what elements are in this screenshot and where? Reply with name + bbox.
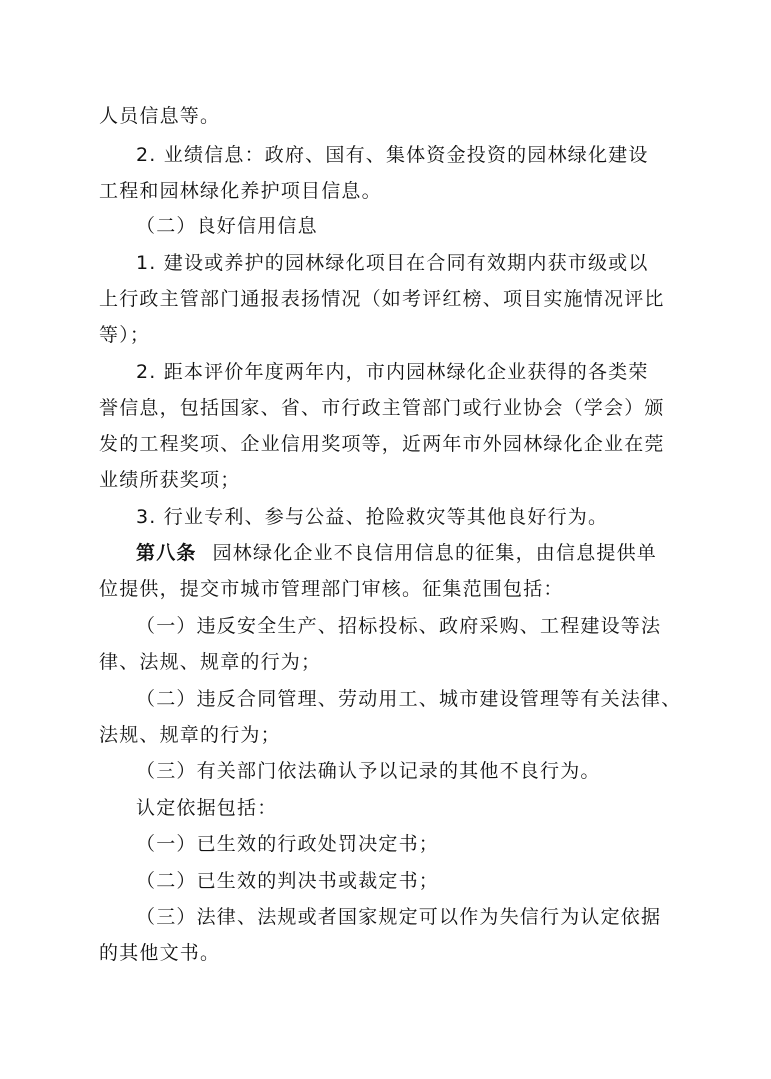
text-line: 人员信息等。: [99, 105, 221, 127]
text-line: 1. 建设或养护的园林绿化项目在合同有效期内获市级或以: [136, 252, 649, 274]
text-line: （二）已生效的判决书或裁定书；: [136, 870, 440, 892]
text-line: 工程和园林绿化养护项目信息。: [99, 180, 382, 202]
text-line: （二）违反合同管理、劳动用工、城市建设管理等有关法律、: [136, 688, 682, 710]
text-line: （三）有关部门依法确认予以记录的其他不良行为。: [136, 760, 601, 782]
article-line: [136, 541, 657, 565]
text-line: 上行政主管部门通报表扬情况（如考评红榜、项目实施情况评比: [99, 288, 665, 310]
text-line: （一）违反安全生产、招标投标、政府采购、工程建设等法: [136, 615, 662, 637]
text-line: 业绩所获奖项；: [99, 469, 241, 491]
article-text: 园林绿化企业不良信用信息的征集，由信息提供单: [212, 542, 658, 564]
text-line: 认定依据包括：: [136, 797, 278, 819]
text-line: 位提供，提交市城市管理部门审核。征集范围包括：: [99, 578, 564, 600]
section-heading: （二）良好信用信息: [136, 215, 318, 237]
text-line: （三）法律、法规或者国家规定可以作为失信行为认定依据: [136, 906, 662, 928]
text-line: 3. 行业专利、参与公益、抢险救灾等其他良好行为。: [136, 506, 609, 528]
article-label: 第八条: [136, 542, 197, 564]
text-line: （一）已生效的行政处罚决定书；: [136, 833, 440, 855]
text-line: 2. 距本评价年度两年内，市内园林绿化企业获得的各类荣: [136, 361, 649, 383]
text-line: 法规、规章的行为；: [99, 724, 281, 746]
text-line: 发的工程奖项、企业信用奖项等，近两年市外园林绿化企业在莞: [99, 433, 665, 455]
text-line: 等）；: [99, 324, 151, 346]
text-line: 2. 业绩信息：政府、国有、集体资金投资的园林绿化建设: [136, 144, 649, 166]
text-line: 的其他文书。: [99, 942, 221, 964]
text-line: 律、法规、规章的行为；: [99, 651, 322, 673]
text-line: 誉信息，包括国家、省、市行政主管部门或行业协会（学会）颁: [99, 397, 665, 419]
